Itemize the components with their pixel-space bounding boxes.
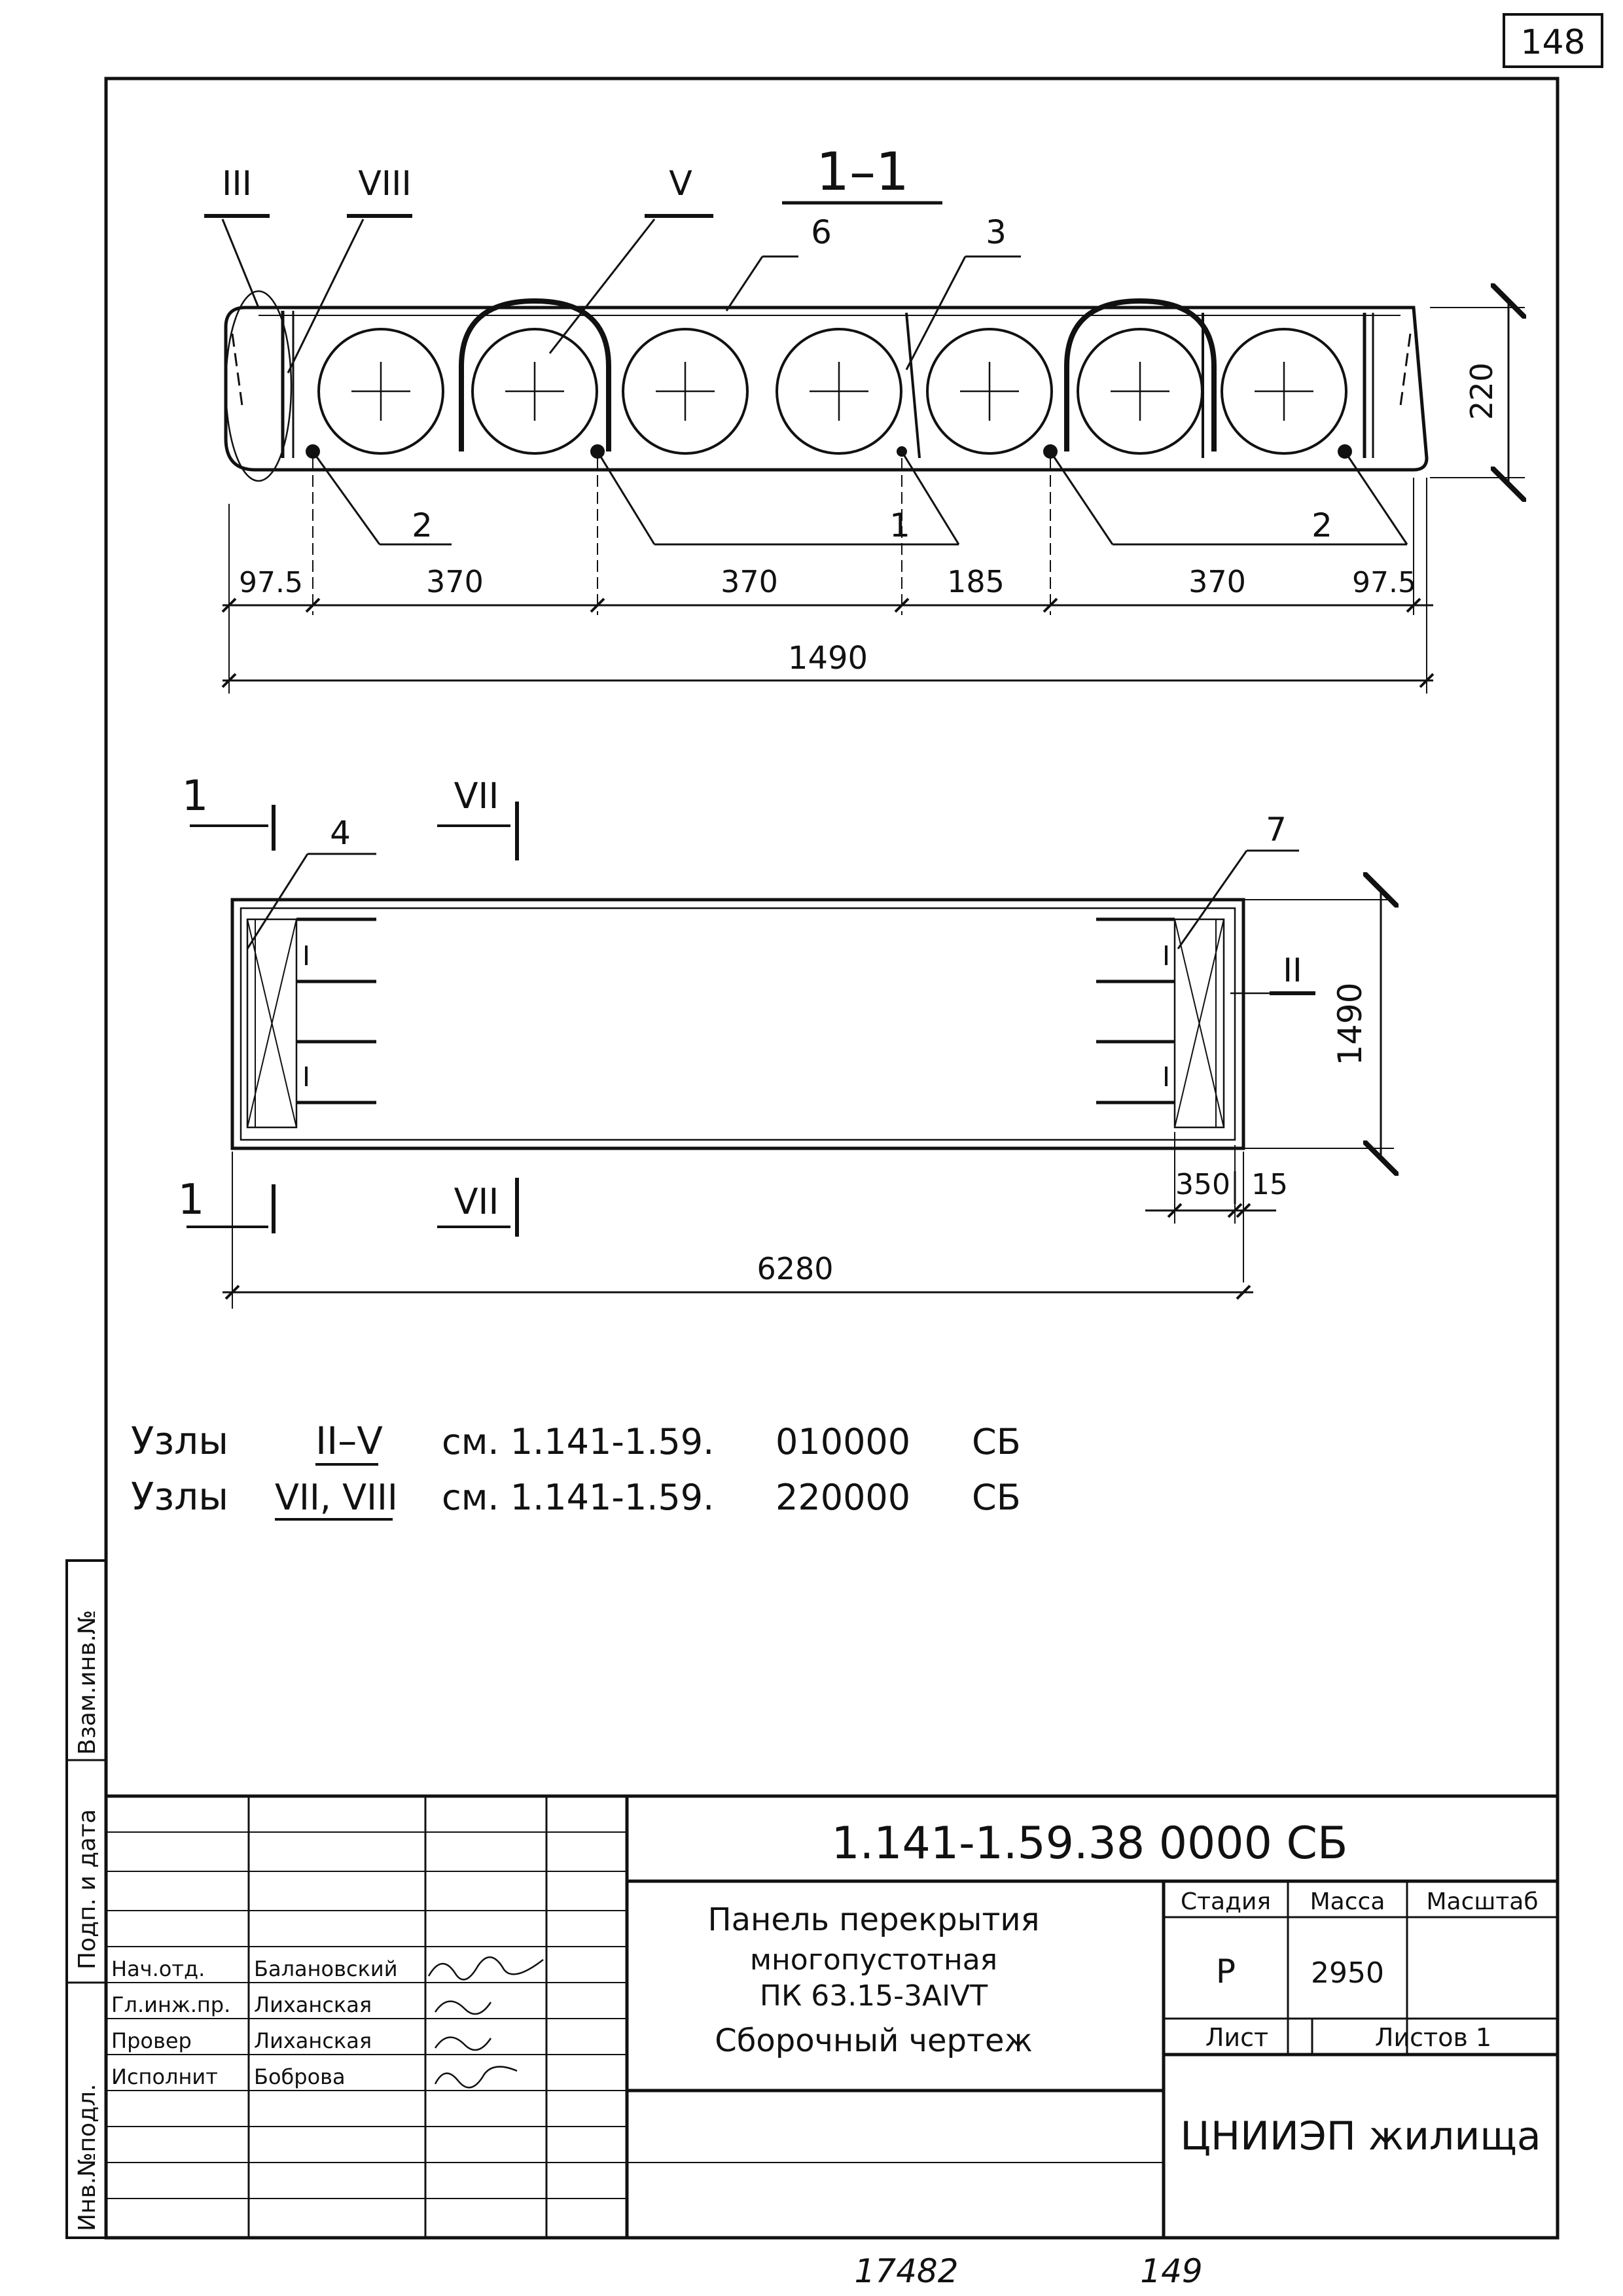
mass-header: Масса [1310,1888,1385,1915]
callout-viii: VIII [358,164,412,203]
dim-370-c: 370 [1188,564,1246,599]
dim-350: 350 [1175,1168,1230,1201]
title-line-4: Сборочный чертеж [715,2022,1033,2059]
stage-value: Р [1215,1952,1236,1990]
cut-vii-bottom: VII [454,1181,499,1222]
mass-value: 2950 [1311,1956,1384,1990]
scale-header: Масштаб [1426,1888,1539,1915]
voids [319,329,1346,453]
title-block [106,1796,1558,2238]
section-title: 1–1 [816,141,909,202]
callout-2-left: 2 [412,506,433,544]
note-1-nodes: II–V [315,1419,383,1463]
note-1-suffix: СБ [972,1421,1021,1462]
note-1-code: 010000 [776,1421,911,1462]
document-code: 1.141-1.59.38 0000 СБ [831,1818,1348,1869]
sig-name-3: Лиханская [254,2028,372,2053]
node-ii-mark: II [1283,951,1302,989]
dim-15: 15 [1251,1168,1288,1201]
title-line-3: ПК 63.15-3АIVТ [759,1979,988,2013]
panel-section-outline [226,308,1427,470]
plan-height-dim: 1490 [1331,982,1369,1066]
cut-vii-top: VII [454,775,499,817]
sig-role-2: Гл.инж.пр. [111,1992,231,2017]
margin-label-sign-date: Подп. и дата [74,1809,101,1969]
plan-view [178,772,1394,1309]
panel-plan-outline [232,900,1243,1148]
signature-scribbles [429,1957,543,2087]
dim-370-b: 370 [721,564,778,599]
sig-role-1: Нач.отд. [111,1956,205,1981]
dim-370-a: 370 [426,564,484,599]
margin-label-original-no: Инв.№подл. [74,2083,101,2231]
callout-6: 6 [811,213,832,251]
callout-v: V [669,164,692,203]
note-2-code: 220000 [776,1477,911,1518]
footer-number-left: 17482 [854,2252,959,2290]
sig-name-2: Лиханская [254,1992,372,2017]
callout-1: 1 [889,506,910,544]
note-2-label: Узлы [131,1474,229,1519]
note-2-nodes: VII, VIII [275,1477,398,1518]
section-total-width: 1490 [787,640,868,677]
title-line-1: Панель перекрытия [707,1901,1040,1938]
dim-97-5-left: 97.5 [239,566,303,599]
organization: ЦНИИЭП жилища [1180,2113,1541,2159]
section-1-1 [204,141,1525,694]
cut-1-top: 1 [181,772,209,821]
sheet-label: Лист [1205,2023,1269,2052]
callout-7: 7 [1266,811,1287,849]
note-2-see: см. 1.141-1.59. [442,1477,715,1518]
note-2-suffix: СБ [972,1477,1021,1518]
footer-number-right: 149 [1140,2252,1203,2290]
sheets-count-label: Листов 1 [1374,2023,1492,2052]
callout-iii: III [221,164,253,203]
stage-header: Стадия [1180,1888,1272,1915]
sig-name-4: Боброва [254,2064,346,2089]
callout-2-right: 2 [1311,506,1332,544]
dim-185: 185 [947,564,1005,599]
sheet-number: 148 [1520,23,1586,62]
title-line-2: многопустотная [749,1943,998,1977]
sig-name-1: Балановский [254,1956,398,1981]
plan-length-dim: 6280 [757,1251,834,1286]
sig-role-4: Исполнит [111,2064,218,2089]
sig-role-3: Провер [111,2028,192,2053]
section-height-dim: 220 [1464,362,1499,420]
callout-3: 3 [986,213,1007,251]
note-1-see: см. 1.141-1.59. [442,1421,715,1462]
dim-97-5-right: 97.5 [1352,566,1416,599]
note-1-label: Узлы [131,1419,229,1463]
margin-label-replace: Взам.инв.№ [74,1610,101,1755]
callout-4: 4 [330,814,351,852]
notes [131,1419,1021,1519]
cut-1-bottom: 1 [177,1176,205,1224]
